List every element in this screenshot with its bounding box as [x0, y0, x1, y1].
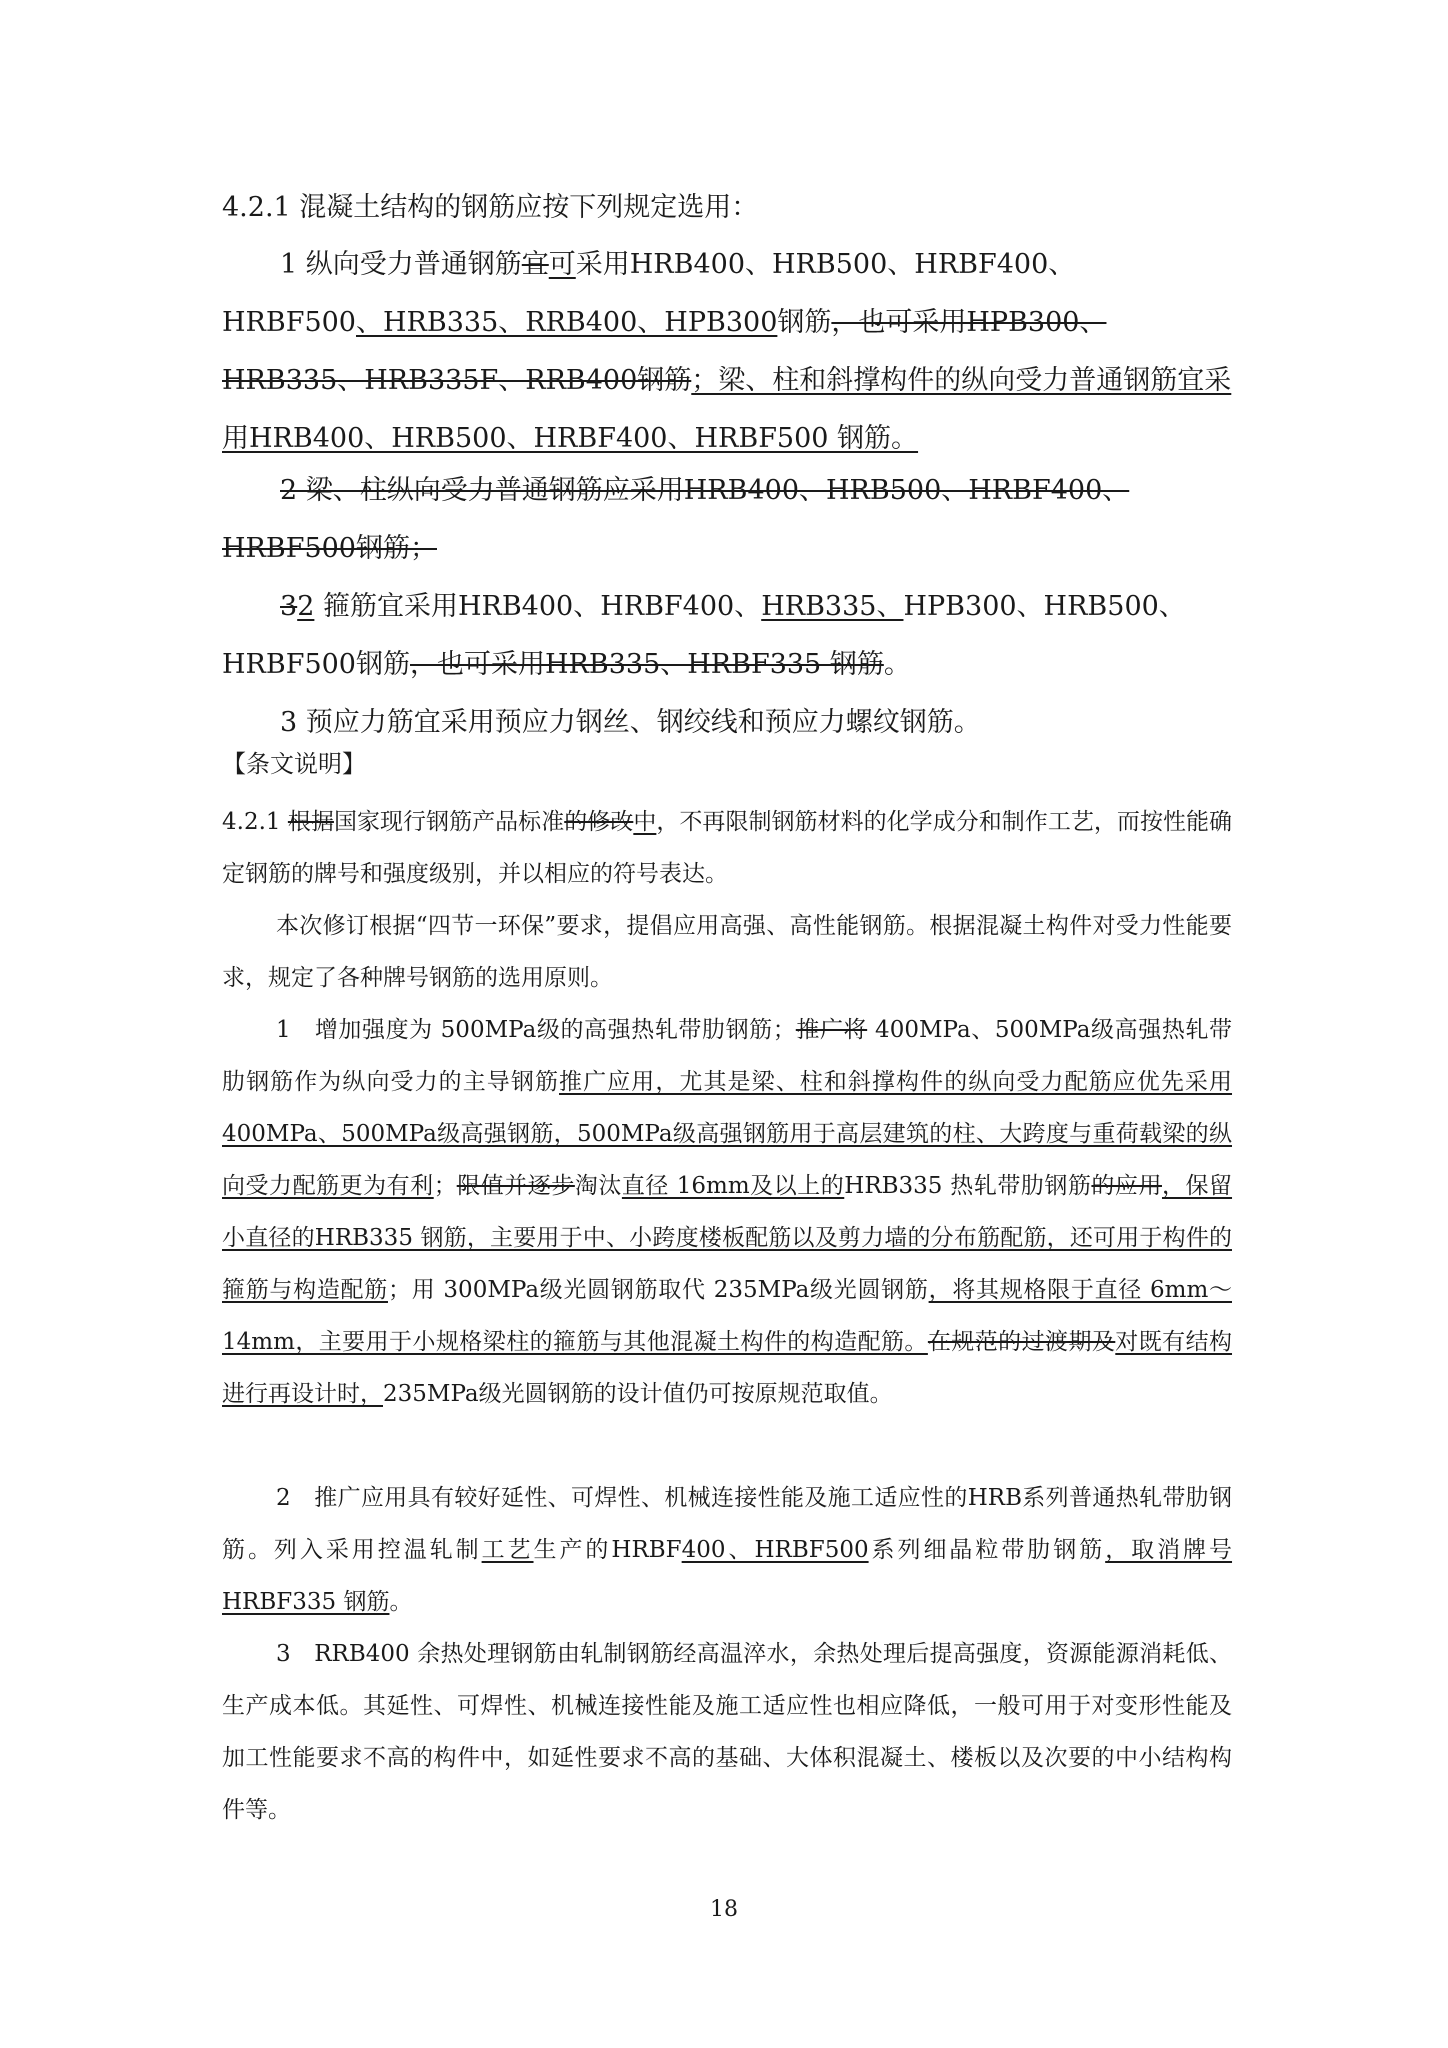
ex3-inserted-d: ，将其规格限于直径 6mm～14mm，主要用于小规格梁柱的箍筋与其他混凝土构件的构造配筋。: [222, 1277, 1232, 1355]
clause-title: 4.2.1 混凝土结构的钢筋应按下列规定选用：: [222, 192, 759, 223]
ex4-text-b: 生产的HRBF: [533, 1537, 682, 1563]
ex1-deleted-b: 的修改: [564, 809, 634, 835]
item3-deleted-a: ，也可采用HRB335、HRBF335 钢筋: [410, 649, 884, 680]
ex1-deleted-a: 根据: [287, 809, 334, 835]
item3-deleted-number: 3: [280, 591, 298, 622]
ex1-text-a: 4.2.1: [222, 809, 288, 835]
ex3-text-g: 235MPa级光圆钢筋的设计值仍可按原规范取值。: [383, 1381, 893, 1407]
explanation-paragraph-4: [222, 1472, 1232, 1628]
ex4-inserted-c: ，取消牌号HRBF335 钢筋: [222, 1537, 1233, 1615]
ex3-deleted-a: 推广将: [795, 1017, 868, 1043]
ex3-text-a: 1 增加强度为 500MPa级的高强热轧带肋钢筋；: [276, 1017, 796, 1043]
ex1-text-b: 国家现行钢筋产品标准: [333, 809, 565, 835]
item2-deleted: 2 梁、柱纵向受力普通钢筋应采用HRB400、HRB500、HRBF400、HRBF500钢筋；: [222, 475, 1130, 564]
ex4-text-d: 。: [389, 1589, 413, 1615]
item3-inserted-a: HRB335、: [761, 591, 904, 622]
ex3-text-c: ；: [433, 1173, 457, 1199]
item3-inserted-number: 2: [297, 591, 315, 622]
ex3-deleted-d: 在规范的过渡期及: [927, 1329, 1116, 1355]
item3-text-b: HPB300、HRB500、HRBF500钢筋: [222, 591, 1186, 680]
item3-text-a: 箍筋宜采用HRB400、HRBF400、: [314, 591, 762, 622]
explanation-paragraph-5: 3 RRB400 余热处理钢筋由轧制钢筋经高温淬水，余热处理后提高强度，资源能源消耗低、生产成本低。其延性、可焊性、机械连接性能及施工适应性也相应降低，一般可用于对变形性能及加工性能要求不高的构件中，如延性要求不高的基础、大体积混凝土、楼板以及次要的中小结构构件等。: [222, 1641, 1232, 1823]
item1-inserted-c: ；梁、柱和斜撑构件的纵向受力普通钢筋宜采用HRB400、HRB500、HRBF400、HRBF500 钢筋。: [222, 365, 1232, 454]
ex4-text-c: 系列细晶粒带肋钢筋: [868, 1537, 1106, 1563]
clause-item-3: [222, 578, 1232, 694]
ex1-inserted-a: 中: [633, 809, 657, 835]
ex3-inserted-e: 对既有结构进行再设计时，: [222, 1329, 1233, 1407]
page-number: 18: [710, 1897, 738, 1922]
explanation-paragraph-1: [222, 796, 1232, 900]
ex3-inserted-b: 直径 16mm及以上的: [621, 1173, 845, 1199]
ex4-inserted-a: 工艺: [481, 1537, 534, 1563]
item1-inserted-a: 可: [548, 249, 576, 280]
ex3-inserted-c: ，保留小直径的HRB335 钢筋，主要用于中、小跨度楼板配筋以及剪力墙的分布筋配筋，还可用于构件的箍筋与构造配筋: [222, 1173, 1233, 1303]
item1-deleted-a: 宜: [521, 249, 549, 280]
ex3-text-e: HRB335 热轧带肋钢筋: [844, 1173, 1092, 1199]
clause-item-1: [222, 236, 1232, 468]
ex3-deleted-c: 的应用: [1091, 1173, 1162, 1199]
ex3-text-b: 400MPa、500MPa级高强热轧带肋钢筋作为纵向受力的主导钢筋: [222, 1017, 1232, 1095]
clause-item-4: 3 预应力筋宜采用预应力钢丝、钢绞线和预应力螺纹钢筋。: [280, 707, 981, 738]
item1-text-b: 采用HRB400、HRB500、HRBF400、HRBF500: [222, 249, 1076, 338]
ex4-text-a: 2 推广应用具有较好延性、可焊性、机械连接性能及施工适应性的HRB系列普通热轧带肋钢筋。列入采用控温轧制: [222, 1485, 1232, 1563]
item1-text-c: 钢筋: [777, 307, 832, 338]
ex3-text-d: 淘汰: [574, 1173, 622, 1199]
explanation-paragraph-2: 本次修订根据“四节一环保”要求，提倡应用高强、高性能钢筋。根据混凝土构件对受力性能要求，规定了各种牌号钢筋的选用原则。: [222, 913, 1232, 991]
ex3-text-f: ；用 300MPa级光圆钢筋取代 235MPa级光圆钢筋: [387, 1277, 929, 1303]
item1-deleted-b: ，也可采用HPB300、HRB335、HRB335F、RRB400钢筋: [222, 307, 1107, 396]
ex1-text-c: ，不再限制钢筋材料的化学成分和制作工艺，而按性能确定钢筋的牌号和强度级别，并以相应的符号表达。: [222, 809, 1233, 887]
item1-inserted-b: 、HRB335、RRB400、HPB300: [356, 307, 778, 338]
explanation-heading: 【条文说明】: [222, 750, 366, 778]
item3-text-c: 。: [883, 649, 911, 680]
ex3-deleted-b: 限值并逐步: [456, 1173, 575, 1199]
ex3-inserted-a: 推广应用，尤其是梁、柱和斜撑构件的纵向受力配筋应优先采用 400MPa、500MPa级高强钢筋，500MPa级高强钢筋用于高层建筑的柱、大跨度与重荷载梁的纵向受力配筋更为有利: [222, 1069, 1233, 1199]
ex4-inserted-b: 400、HRBF500: [681, 1537, 869, 1563]
clause-item-2-deleted: [222, 462, 1232, 578]
item1-text-a: 1 纵向受力普通钢筋: [280, 249, 522, 280]
explanation-paragraph-3: [222, 1004, 1232, 1420]
